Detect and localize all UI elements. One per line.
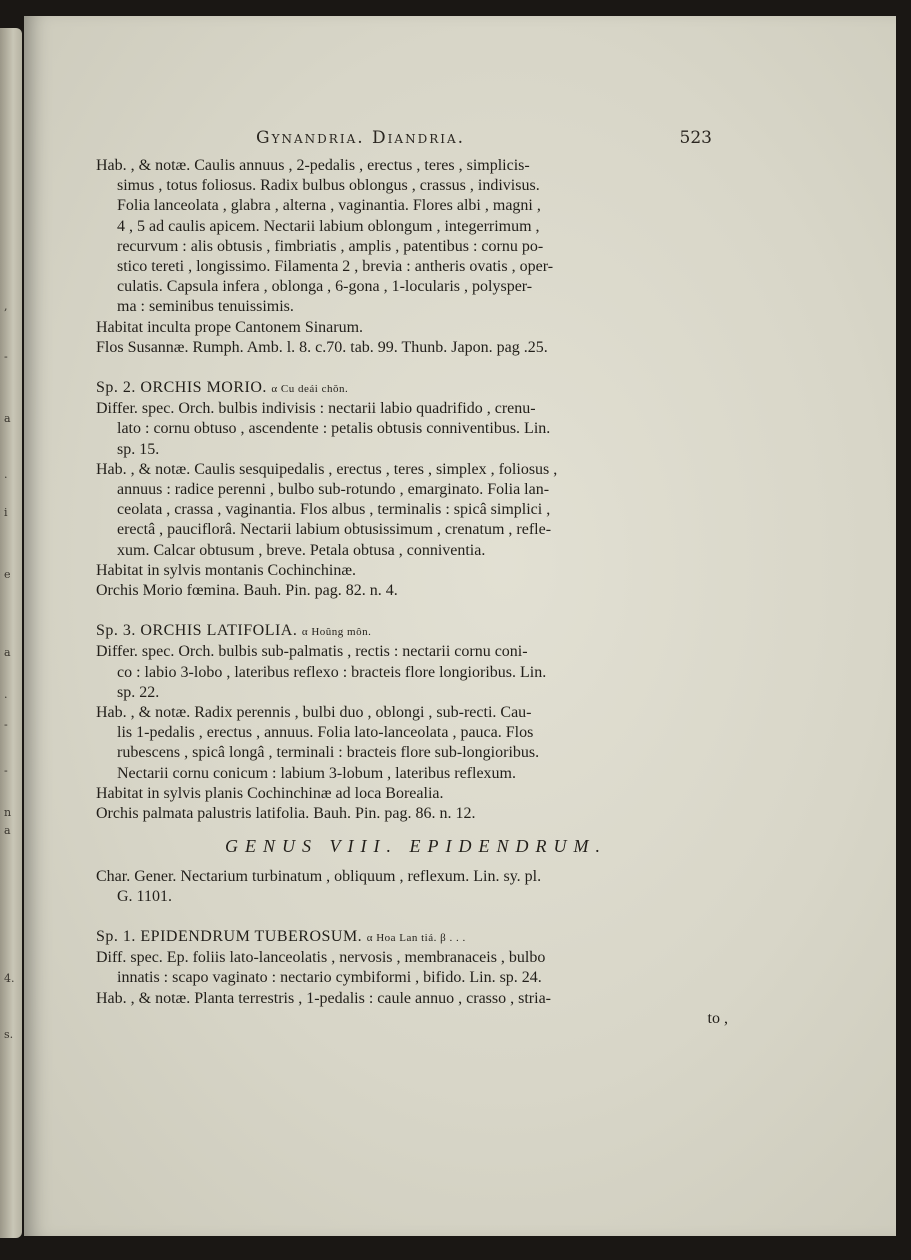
margin-mark: . <box>4 468 8 481</box>
hab-paragraph-1 <box>96 156 736 318</box>
body-text <box>96 156 736 1029</box>
habitat-line: Habitat in sylvis planis Cochinchinæ ad loca Borealia. <box>96 784 444 802</box>
text-line: Differ. spec. Orch. bulbis sub-palmatis , rectis : nectarii cornu coni- <box>96 643 528 661</box>
vernacular-name: α Cu deái chŏn. <box>271 383 349 396</box>
text-line: xum. Calcar obtusum , breve. Petala obtusa , conniventia. <box>117 541 486 559</box>
species-heading <box>96 378 736 399</box>
text-line: co : labio 3-lobo , lateribus reflexo : bracteis flore longioribus. Lin. <box>117 663 547 681</box>
text-line: rubescens , spicâ longâ , terminali : bracteis flore sub-longioribus. <box>117 744 540 762</box>
reference-line: Orchis Morio fœmina. Bauh. Pin. pag. 82. n. 4. <box>96 582 398 600</box>
text-line: simus , totus foliosus. Radix bulbus oblongus , crassus , indivisus. <box>117 177 540 195</box>
text-line: Hab. , & notæ. Caulis sesquipedalis , erectus , teres , simplex , foliosus , <box>96 460 558 478</box>
margin-mark: a <box>4 412 11 425</box>
vernacular-name: α Hoûng môn. <box>301 626 372 639</box>
habitat-line: Habitat inculta prope Cantonem Sinarum. <box>96 318 364 336</box>
text-line: Differ. spec. Orch. bulbis indivisis : nectarii labio quadrifido , crenu- <box>96 400 536 418</box>
margin-mark: a <box>4 824 11 837</box>
text-line: innatis : scapo vaginato : nectario cymbiformi , bifido. Lin. sp. 24. <box>117 969 542 987</box>
facing-page-edge <box>0 28 22 1238</box>
margin-mark: i <box>4 506 8 519</box>
text-line: sp. 15. <box>117 440 160 458</box>
catchword: to , <box>707 1009 728 1027</box>
margin-mark: 4. <box>4 972 15 985</box>
facing-page-marks <box>0 28 22 1238</box>
text-line: Diff. spec. Ep. foliis lato-lanceolatis , nervosis , membranaceis , bulbo <box>96 949 546 967</box>
text-line: Folia lanceolata , glabra , alterna , vaginantia. Flores albi , magni , <box>117 197 541 215</box>
text-line: Hab. , & notæ. Radix perennis , bulbi duo , oblongi , sub-recti. Cau- <box>96 704 532 722</box>
genus-heading: GENUS VIII. EPIDENDRUM. <box>225 836 607 857</box>
text-line: culatis. Capsula infera , oblonga , 6-gona , 1-locularis , polysper- <box>117 278 533 296</box>
text-line: Hab. , & notæ. Planta terrestris , 1-pedalis : caule annuo , crasso , stria- <box>96 989 551 1007</box>
page-number: 523 <box>679 128 712 148</box>
text-line: Char. Gener. Nectarium turbinatum , obliquum , reflexum. Lin. sy. pl. <box>96 867 542 885</box>
reference-line: Orchis palmata palustris latifolia. Bauh. Pin. pag. 86. n. 12. <box>96 805 476 823</box>
text-line: lato : cornu obtuso , ascendente : petalis obtusis conniventibus. Lin. <box>117 420 551 438</box>
text-line: Hab. , & notæ. Caulis annuus , 2-pedalis , erectus , teres , simplicis- <box>96 157 530 174</box>
margin-mark: , <box>4 300 8 313</box>
running-title: Gynandria. Diandria. <box>256 128 466 148</box>
reference-line: Flos Susannæ. Rumph. Amb. l. 8. c.70. tab. 99. Thunb. Japon. pag .25. <box>96 338 548 356</box>
margin-mark: . <box>4 688 8 701</box>
text-line: annuus : radice perenni , bulbo sub-rotundo , emarginato. Folia lan- <box>117 481 550 499</box>
margin-mark: n <box>4 806 12 819</box>
text-line: ma : seminibus tenuissimis. <box>117 298 294 316</box>
text-line: erectâ , pauciflorâ. Nectarii labium obtusissimum , crenatum , refle- <box>117 521 552 539</box>
text-line: G. 1101. <box>117 887 172 905</box>
book-page <box>24 16 896 1236</box>
habitat-line: Habitat in sylvis montanis Cochinchinæ. <box>96 561 356 579</box>
margin-mark: - <box>4 718 8 731</box>
margin-mark: e <box>4 568 11 581</box>
species-heading <box>96 621 736 642</box>
text-line: 4 , 5 ad caulis apicem. Nectarii labium oblongum , integerrimum , <box>117 217 540 235</box>
species-name: Sp. 3. ORCHIS LATIFOLIA. <box>96 622 298 640</box>
species-name: Sp. 2. ORCHIS MORIO. <box>96 379 267 397</box>
text-line: Nectarii cornu conicum : labium 3-lobum , lateribus reflexum. <box>117 764 516 782</box>
margin-mark: - <box>4 764 8 777</box>
species-name: Sp. 1. EPIDENDRUM TUBEROSUM. <box>96 927 363 945</box>
text-line: stico tereti , longissimo. Filamenta 2 , brevia : antheris ovatis , oper- <box>117 258 554 276</box>
running-header <box>256 128 716 154</box>
text-line: recurvum : alis obtusis , fimbriatis , amplis , patentibus : cornu po- <box>117 237 544 255</box>
margin-mark: - <box>4 350 8 363</box>
vernacular-name: α Hoa Lan tiá. β . . . <box>366 931 466 944</box>
text-line: lis 1-pedalis , erectus , annuus. Folia lato-lanceolata , pauca. Flos <box>117 724 534 742</box>
text-line: sp. 22. <box>117 683 160 701</box>
margin-mark: a <box>4 646 11 659</box>
species-heading <box>96 927 736 948</box>
text-line: ceolata , crassa , vaginantia. Flos albus , terminalis : spicâ simplici , <box>117 501 551 519</box>
margin-mark: s. <box>4 1028 14 1041</box>
